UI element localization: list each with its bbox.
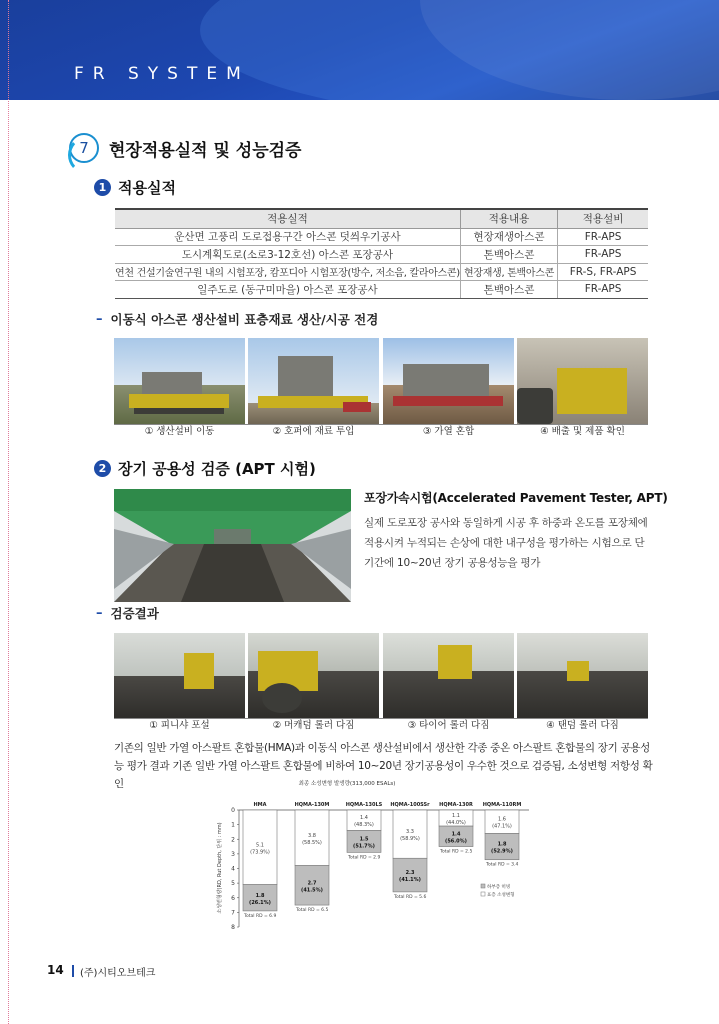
photo-heating	[383, 338, 514, 424]
chart-ytick-label: 0	[231, 807, 235, 814]
chart-legend-label: 하부층 히빙	[487, 885, 511, 890]
subsection-title: 적용실적	[118, 179, 176, 197]
chart-ytick-label: 2	[231, 836, 235, 844]
photo-caption: ② 호퍼에 재료 투입	[272, 426, 355, 437]
section-number: 7	[79, 139, 89, 157]
photo-machine	[262, 683, 302, 713]
table-cell: FR-APS	[558, 246, 648, 264]
result-heading	[96, 604, 159, 622]
chart-data-label: 1.6	[498, 816, 506, 823]
photo-caption: ④ 배출 및 제품 확인	[540, 426, 625, 437]
table-cell: FR-APS	[558, 281, 648, 299]
photo-caption: ① 피니샤 포설	[149, 720, 210, 731]
chart-data-label: 1.4	[360, 815, 368, 822]
chart-category-label: HQMA-130M	[294, 802, 330, 808]
table-cell: 연천 건설기술연구원 내의 시험포장, 캄포디아 시험포장(방수, 저소음, 칼라아스콘)	[115, 263, 460, 281]
table-header: 적용내용	[460, 209, 557, 228]
photo-macadam-roller	[248, 633, 379, 718]
chart-total-label: Total RD = 5.6	[394, 894, 427, 900]
page-border	[8, 0, 9, 1024]
chart-ytick-label: 3	[231, 850, 235, 858]
table-cell: FR-APS	[558, 228, 648, 246]
chart-legend-swatch	[481, 884, 485, 888]
chart-total-label: Total RD = 2.9	[348, 855, 381, 861]
chart-category-label: HQMA-110RM	[482, 802, 522, 808]
chart-svg	[213, 776, 535, 933]
header-band	[0, 0, 719, 100]
section-7-heading	[69, 133, 301, 163]
photo-machine	[557, 368, 627, 414]
photo-discharge	[517, 338, 648, 424]
dash-marker: –	[96, 311, 103, 327]
chart-data-label: (47.1%)	[492, 823, 512, 830]
chart-data-label: (58.5%)	[302, 839, 322, 846]
chart-total-label: Total RD = 3.4	[486, 862, 519, 868]
photo-tandem-roller	[517, 633, 648, 718]
photo-machine	[517, 388, 553, 424]
chart-data-label: (58.9%)	[400, 836, 420, 843]
performance-table	[115, 208, 648, 299]
chart-data-label: 1.8	[497, 841, 507, 848]
chart-total-label: Total RD = 6.9	[244, 913, 277, 919]
subsection-2-heading	[94, 458, 316, 479]
chart-data-label: (52.9%)	[491, 848, 513, 855]
table-row	[115, 263, 648, 281]
table-header: 적용실적	[115, 209, 460, 228]
company-name: (주)시티오브테크	[80, 968, 156, 979]
photo-tire-roller	[383, 633, 514, 718]
header-title: FR SYSTEM	[74, 64, 250, 84]
chart-legend-label: 표층 소성변형	[487, 893, 515, 898]
photo-machine	[184, 653, 214, 689]
table-cell: 운산면 고풍리 도로접용구간 아스콘 덧씌우기공사	[115, 228, 460, 246]
chart-data-label: (56.0%)	[445, 838, 467, 845]
photos-heading	[96, 310, 378, 328]
chart-ytick-label: 5	[231, 880, 235, 888]
photo-ground	[114, 676, 245, 719]
result-text: 기존의 일반 가열 아스팔트 혼합물(HMA)과 이동식 아스콘 생산설비에서 생산한 각종 중온 아스팔트 혼합물의 장기 공용성능 평가 결과 기존 일반 가열 아스팔트 혼합물에 비하여 10~20년 장기공용성이 우수한 것으로 검증됨, 소성변형 저항성 확인	[114, 742, 653, 790]
chart-category-label: HQMA-130LS	[345, 802, 383, 808]
subsection-1-heading	[94, 177, 176, 198]
chart-total-label: Total RD = 2.5	[440, 849, 473, 855]
photo-caption: ② 머캐덤 롤러 다짐	[272, 720, 355, 731]
table-cell: 도시계획도로(소로3-12호선) 아스콘 포장공사	[115, 246, 460, 264]
photo-machine	[134, 408, 224, 414]
photo-machine	[142, 372, 202, 394]
chart-data-label: 1.1	[452, 813, 460, 820]
chart-data-label: (51.7%)	[353, 843, 375, 850]
photo-caption: ④ 탠덤 롤러 다짐	[546, 720, 619, 731]
table-row	[115, 246, 648, 264]
subsection-number: 1	[94, 179, 111, 196]
chart-data-label: 2.7	[307, 880, 317, 887]
footer-divider	[72, 965, 74, 977]
photo-caption: ③ 가열 혼합	[422, 426, 475, 437]
section-title: 현장적용실적 및 성능검증	[109, 140, 302, 161]
table-cell: 현장재생아스콘	[460, 228, 557, 246]
chart-data-label: (41.1%)	[399, 877, 421, 884]
chart-data-label: 5.1	[256, 842, 264, 849]
table-cell: FR-S, FR-APS	[558, 263, 648, 281]
table-header-row	[115, 209, 648, 228]
chart-data-label: (26.1%)	[249, 899, 271, 906]
table-header: 적용설비	[558, 209, 648, 228]
photo-hopper	[248, 338, 379, 424]
photo-machine	[438, 645, 472, 679]
photo-machine	[567, 661, 589, 681]
table-cell: 일주도로 (동구미마을) 아스콘 포장공사	[115, 281, 460, 299]
chart-ytick-label: 7	[231, 909, 235, 917]
chart-data-label: 1.4	[451, 831, 461, 838]
table-cell: 톤백아스콘	[460, 246, 557, 264]
photo-production-move	[114, 338, 245, 424]
table-row	[115, 228, 648, 246]
apt-photo	[114, 489, 351, 602]
subsection-title: 장기 공용성 검증 (APT 시험)	[118, 460, 316, 478]
apt-scene	[114, 489, 351, 602]
chart-category-label: HQMA-130R	[439, 802, 473, 808]
result-heading-text: 검증결과	[110, 606, 159, 621]
dash-marker: –	[96, 605, 103, 621]
chart-ytick-label: 6	[231, 894, 235, 902]
photo-machine	[129, 394, 229, 408]
chart-data-label: 1.5	[359, 836, 369, 843]
chart-data-label: 2.3	[405, 870, 415, 877]
rut-depth-chart	[213, 776, 535, 933]
chart-total-label: Total RD = 6.5	[296, 908, 329, 914]
page-number: 14	[47, 963, 64, 977]
photos-heading-text: 이동식 아스콘 생산설비 표층재료 생산/시공 전경	[110, 312, 379, 327]
photo-finisher	[114, 633, 245, 718]
photo-caption: ③ 타이어 롤러 다짐	[407, 720, 490, 731]
chart-data-label: 1.8	[255, 892, 265, 899]
apt-title: 포장가속시험(Accelerated Pavement Tester, APT)	[364, 491, 668, 505]
photo-background	[114, 633, 245, 676]
chart-ylabel: 소성변형량(RD, Rut Depth, 단위 : mm)	[217, 822, 223, 914]
table-cell: 현장재생, 톤백아스콘	[460, 263, 557, 281]
chart-ytick-label: 1	[231, 821, 235, 829]
chart-category-label: HMA	[253, 802, 267, 808]
chart-data-label: (48.3%)	[354, 822, 374, 829]
chart-data-label: 3.3	[406, 829, 414, 836]
table-row	[115, 281, 648, 299]
chart-ytick-label: 4	[231, 865, 235, 873]
photo-caption: ① 생산설비 이동	[144, 426, 215, 437]
photo-machine	[343, 402, 371, 412]
photo-machine	[393, 396, 503, 406]
photo-machine	[403, 364, 489, 396]
photo-machine	[278, 356, 333, 396]
chart-ytick-label: 8	[231, 924, 235, 931]
chart-data-label: 3.8	[308, 832, 316, 839]
chart-title: 최종 소성변형 발생량(313,000 ESALs)	[298, 781, 396, 787]
section-number-badge	[69, 133, 99, 163]
subsection-number: 2	[94, 460, 111, 477]
chart-data-label: (41.5%)	[301, 887, 323, 894]
chart-data-label: (73.9%)	[250, 849, 270, 856]
table-cell: 톤백아스콘	[460, 281, 557, 299]
apt-description: 실제 도로포장 공사와 동일하게 시공 후 하중과 온도를 포장체에 적용시켜 누적되는 손상에 대한 내구성을 평가하는 시험으로 단기간에 10~20년 장기 공용성능을 평가	[364, 517, 648, 569]
chart-data-label: (44.0%)	[446, 820, 466, 827]
chart-category-label: HQMA-100SSr	[390, 802, 430, 808]
chart-legend-swatch	[481, 892, 485, 896]
